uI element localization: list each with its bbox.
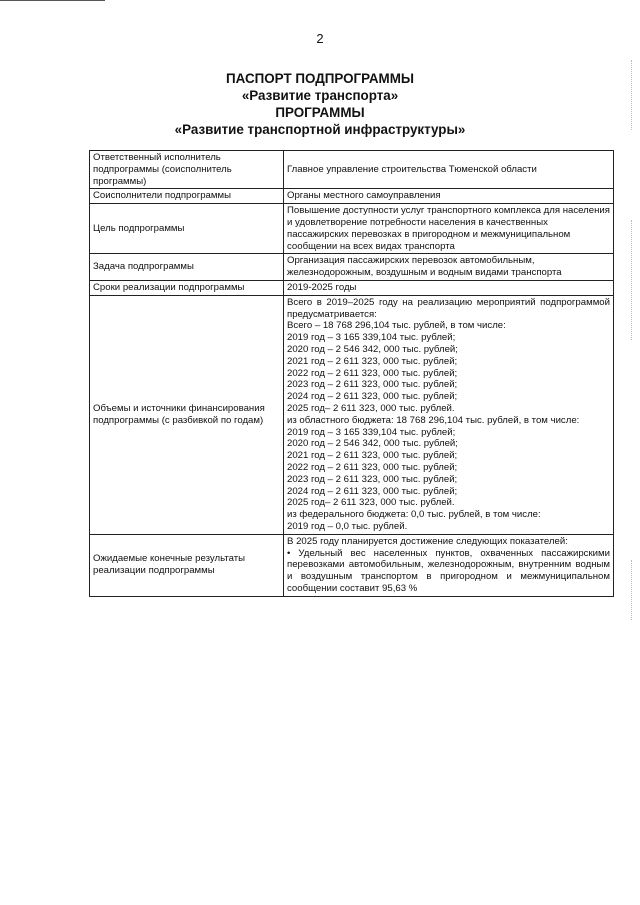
funding-year: 2023 год – 2 611 323, 000 тыс. рублей; [287,379,458,391]
corner-line [0,0,105,1]
title-line-1: ПАСПОРТ ПОДПРОГРАММЫ [226,71,414,86]
row-label: Сроки реализации подпрограммы [90,280,284,295]
page-number: 2 [316,31,324,46]
funding-year: 2021 год – 2 611 323, 000 тыс. рублей; [287,355,458,367]
row-value: Органы местного самоуправления [284,189,614,204]
row-label: Соисполнители подпрограммы [90,189,284,204]
row-value: Повышение доступности услуг транспортного комплекса для населения и удовлетворение потребности населения в качественных пассажирских перевозках в пригородном и межмуниципальном сообщении на всех видах транспорта [284,204,614,254]
row-label: Задача подпрограммы [90,254,284,281]
title-line-4: «Развитие транспортной инфраструктуры» [174,122,466,137]
document-title [0,70,640,138]
row-label: Цель подпрограммы [90,204,284,254]
table-row [90,280,614,295]
title-line-2: «Развитие транспорта» [241,88,399,103]
funding-year: 2025 год– 2 611 323, 000 тыс. рублей. [287,497,455,509]
table-row [90,151,614,189]
title-line-3: ПРОГРАММЫ [275,105,365,120]
funding-year: 2022 год – 2 611 323, 000 тыс. рублей; [287,461,458,473]
funding-cell [284,295,614,534]
funding-year: 2023 год – 2 611 323, 000 тыс. рублей; [287,473,458,485]
margin-mark [631,220,632,340]
funding-federal-year: 2019 год – 0,0 тыс. рублей. [287,520,408,532]
table-row [90,295,614,534]
funding-year: 2021 год – 2 611 323, 000 тыс. рублей; [287,450,458,462]
row-label: Ожидаемые конечные результаты реализации подпрограммы [90,534,284,596]
results-bullet: • Удельный вес населенных пунктов, охваченных пассажирскими перевозками автомобильным, железнодорожным, внутренним водным и воздушным транспортом в пригородном и межмуниципальном сообщении составит 95,63 % [287,547,610,594]
results-intro: В 2025 году планируется достижение следующих показателей: [287,535,568,547]
funding-year: 2024 год – 2 611 323, 000 тыс. рублей; [287,485,458,497]
table-row [90,534,614,596]
table-row [90,254,614,281]
passport-table [89,150,614,597]
funding-year: 2020 год – 2 546 342, 000 тыс. рублей; [287,438,458,450]
funding-year: 2022 год – 2 611 323, 000 тыс. рублей; [287,367,458,379]
margin-mark [631,560,632,620]
funding-total: Всего – 18 768 296,104 тыс. рублей, в том числе: [287,320,506,332]
funding-intro: Всего в 2019–2025 году на реализацию мероприятий подпрограммой предусматривается: [287,296,610,320]
table-row [90,204,614,254]
results-cell [284,534,614,596]
row-label: Ответственный исполнитель подпрограммы (соисполнитель программы) [90,151,284,189]
funding-year: 2024 год – 2 611 323, 000 тыс. рублей; [287,391,458,403]
row-label: Объемы и источники финансирования подпрограммы (с разбивкой по годам) [90,295,284,534]
funding-year: 2019 год – 3 165 339,104 тыс. рублей; [287,332,456,344]
funding-regional: из областного бюджета: 18 768 296,104 тыс. рублей, в том числе: [287,414,580,426]
row-value: Организация пассажирских перевозок автомобильным, железнодорожным, воздушным и водным видами транспорта [284,254,614,281]
funding-federal: из федерального бюджета: 0,0 тыс. рублей, в том числе: [287,509,541,521]
funding-year: 2019 год – 3 165 339,104 тыс. рублей; [287,426,456,438]
table-row [90,189,614,204]
funding-year: 2025 год– 2 611 323, 000 тыс. рублей. [287,402,455,414]
row-value: Главное управление строительства Тюменской области [284,151,614,189]
row-value: 2019-2025 годы [284,280,614,295]
funding-year: 2020 год – 2 546 342, 000 тыс. рублей; [287,343,458,355]
